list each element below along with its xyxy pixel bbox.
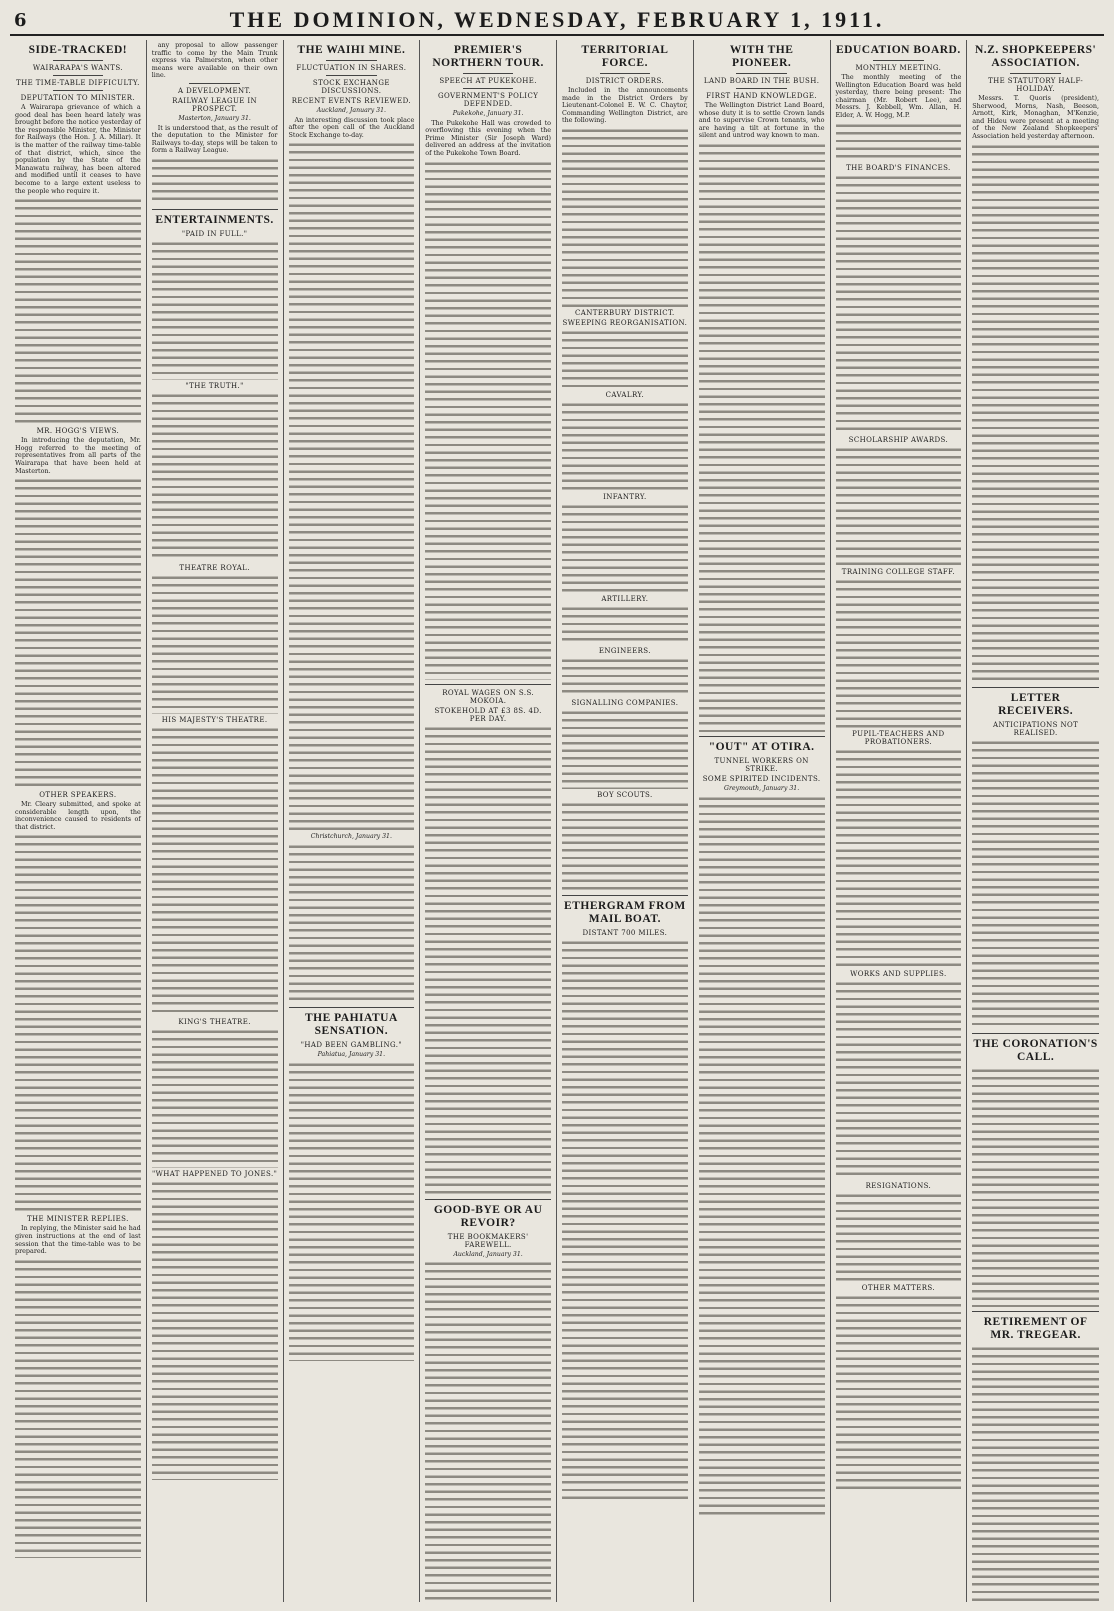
article-headline: THE WAIHI MINE. (297, 44, 406, 56)
article-headline: THE CORONATION'S CALL. (973, 1037, 1098, 1063)
body-text-block (152, 240, 278, 380)
columns (10, 40, 1104, 1602)
divider (972, 1311, 1099, 1312)
article-paragraph: It is understood that, as the result of the deputation to the Minister for Railways to-day, steps will be taken to form a Railway League. (151, 123, 278, 155)
subheading: LAND BOARD IN THE BUSH. (703, 77, 820, 85)
article-headline: WITH THE PIONEER. (729, 44, 794, 69)
subheading: A DEVELOPMENT. (178, 86, 252, 95)
divider (562, 895, 688, 896)
body-text-block (562, 503, 688, 593)
article-headline: SIDE-TRACKED! (28, 44, 128, 56)
subheading: THE MINISTER REPLIES. (26, 1215, 129, 1224)
article-headline: TERRITORIAL FORCE. (581, 44, 669, 69)
article-paragraph: Included in the announcements made in the District Orders by Lieutenant-Colonel E. W. C. Chaytor, Commanding Wellington District, are the following. (562, 86, 688, 125)
page-number: 6 (14, 9, 27, 31)
body-text-block (152, 574, 278, 714)
subheading: ENGINEERS. (598, 646, 651, 655)
subheading: DEPUTATION TO MINISTER. (20, 94, 136, 102)
article-headline: PREMIER'S NORTHERN TOUR. (432, 44, 544, 69)
body-text-block (152, 157, 278, 205)
article-paragraph: In replying, the Minister said he had given instructions at the end of last session that the time-table was to be prepared. (15, 1224, 141, 1256)
body-text-block (562, 939, 688, 1499)
body-text-block (15, 1258, 141, 1558)
subheading: STOKEHOLD AT £3 8S. 4D. PER DAY. (434, 706, 542, 723)
body-text-block (972, 1345, 1099, 1602)
divider (289, 1007, 415, 1008)
body-text-block (425, 160, 551, 680)
subheading: BOY SCOUTS. (597, 790, 653, 799)
body-text-block (562, 127, 688, 307)
body-text-block (836, 578, 962, 728)
column-8 (967, 40, 1104, 1602)
subheading: THE BOARD'S FINANCES. (846, 163, 951, 172)
body-text-block (289, 843, 415, 1003)
article-paragraph: The Wellington District Land Board, whose duty it is to settle Crown lands and to supervise Crown tenants, who are having a tilt at fortune in the silent and untrod way known to man. (698, 101, 825, 140)
subheading: RESIGNATIONS. (865, 1181, 932, 1190)
article-paragraph: An interesting discussion took place after the open call of the Auckland Stock Exchange to-day. (288, 115, 415, 139)
body-text-block (836, 122, 962, 162)
column-5 (557, 40, 694, 1602)
dateline: Auckland, January 31. (453, 1250, 523, 1258)
subheading: THE BOOKMAKERS' FAREWELL. (447, 1232, 529, 1249)
divider (425, 684, 551, 685)
subheading: TUNNEL WORKERS ON STRIKE. (714, 756, 809, 773)
body-text-block (699, 142, 825, 732)
divider (53, 75, 103, 76)
body-text-block (289, 1061, 415, 1361)
body-text-block (699, 795, 825, 1515)
dateline: Christchurch, January 31. (310, 833, 392, 841)
subheading: DISTANT 700 MILES. (582, 928, 668, 937)
body-text-block (562, 605, 688, 645)
column-1 (10, 40, 147, 1602)
subheading: "WHAT HAPPENED TO JONES." (151, 1169, 278, 1178)
subheading: FLUCTUATION IN SHARES. (296, 64, 407, 72)
divider (53, 60, 103, 61)
subheading: ROYAL WAGES ON S.S. MOKOIA. (442, 688, 535, 705)
article-headline: ETHERGRAM FROM MAIL BOAT. (564, 899, 686, 925)
body-text-block (836, 980, 962, 1180)
divider (463, 73, 513, 74)
column-4 (420, 40, 557, 1602)
subheading: FIRST HAND KNOWLEDGE. (706, 92, 817, 100)
body-text-block (562, 709, 688, 789)
body-text-block (562, 801, 688, 891)
body-text-block (836, 1294, 962, 1494)
subheading: INFANTRY. (603, 492, 647, 501)
subheading: HIS MAJESTY'S THEATRE. (161, 715, 268, 724)
article-headline: GOOD-BYE OR AU REVOIR? (433, 1203, 543, 1229)
subheading: SIGNALLING COMPANIES. (571, 698, 679, 707)
divider (972, 687, 1099, 688)
body-text-block (152, 1180, 278, 1480)
subheading: THEATRE ROYAL. (179, 563, 250, 572)
column-2 (147, 40, 284, 1602)
article-paragraph: Mr. Cleary submitted, and spoke at considerable length upon, the inconvenience caused to residents of that district. (15, 800, 141, 831)
dateline: Pukekohe, January 31. (452, 110, 524, 117)
newspaper-title: THE DOMINION, WEDNESDAY, FEBRUARY 1, 1911. (229, 7, 885, 32)
subheading: THE TIME-TABLE DIFFICULTY. (16, 79, 140, 87)
subheading: OTHER MATTERS. (861, 1283, 935, 1292)
divider (736, 73, 786, 74)
body-text-block (425, 1260, 551, 1602)
article-headline: ENTERTAINMENTS. (155, 213, 274, 226)
divider (873, 60, 923, 61)
subheading: CAVALRY. (605, 390, 645, 399)
body-text-block (836, 174, 962, 434)
body-text-block (972, 143, 1099, 683)
subheading: MONTHLY MEETING. (855, 64, 942, 72)
article-headline: RETIREMENT OF MR. TREGEAR. (983, 1315, 1088, 1341)
subheading: STOCK EXCHANGE DISCUSSIONS. (312, 79, 390, 95)
article-paragraph: In introducing the deputation, Mr. Hogg referred to the meeting of representatives from all parts of the Wairarapa that have been held at Masterton. (15, 436, 141, 475)
subheading: SPEECH AT PUKEKOHE. (439, 77, 537, 85)
subheading: KING'S THEATRE. (178, 1017, 251, 1026)
body-text-block (562, 329, 688, 389)
subheading: THE STATUTORY HALF-HOLIDAY. (988, 77, 1084, 93)
article-headline: "OUT" AT OTIRA. (708, 740, 815, 753)
subheading: TRAINING COLLEGE STAFF. (841, 567, 955, 576)
subheading: "HAD BEEN GAMBLING." (300, 1040, 402, 1049)
article-headline: LETTER RECEIVERS. (998, 691, 1074, 717)
article-paragraph: A Wairarapa grievance of which a good deal has been heard lately was brought before the notice yesterday of the responsible Minister, the Minister for Railways (the Hon. J. A. Millar). It is the matter of the railway time-table of that district, which, since the population by the State of the Manawatu railway, has been altered and modified until it ceases to have become to a large extent useless to the people who require it. (15, 103, 141, 195)
divider (53, 90, 103, 91)
divider (699, 736, 825, 737)
column-7 (831, 40, 968, 1602)
subheading: CANTERBURY DISTRICT. (575, 308, 675, 317)
body-text-block (289, 141, 415, 831)
body-text-block (15, 477, 141, 789)
body-text-block (836, 748, 962, 968)
body-text-block (972, 1067, 1099, 1307)
subheading: WAIRARAPA'S WANTS. (32, 64, 123, 72)
body-text-block (425, 725, 551, 1195)
body-text-block (152, 392, 278, 562)
subheading: SWEEPING REORGANISATION. (562, 318, 688, 327)
article-headline: THE PAHIATUA SENSATION. (304, 1011, 398, 1037)
subheading: WORKS AND SUPPLIES. (850, 969, 947, 978)
body-text-block (972, 739, 1099, 1029)
subheading: "PAID IN FULL." (181, 229, 248, 238)
divider (189, 83, 239, 84)
subheading: OTHER SPEAKERS. (39, 791, 117, 800)
article-paragraph: The monthly meeting of the Wellington Education Board was held yesterday, there being present: The chairman (Mr. Robert Lee), and Messrs. J. Kebbell, Wm. Allan, H. Elder, A. W. Hogg, M.P. (835, 73, 962, 119)
article-paragraph: any proposal to allow passenger traffic to come by the Main Trunk express via Palmerston, when other means were available on their own line. (151, 41, 278, 80)
body-text-block (836, 446, 962, 566)
dateline: Pahiatua, January 31. (317, 1050, 386, 1058)
divider (972, 1033, 1099, 1034)
article-paragraph: Messrs. T. Quoris (president), Sherwood, Morns, Nash, Beeson, Arnott, Kirk, Monaghan, M'Kenzie, and Hideu were present at a meeting of the New Zealand Shopkeepers' Association held yesterday afternoon. (972, 94, 1099, 140)
dateline: Auckland, January 31. (316, 107, 387, 114)
article-headline: N.Z. SHOPKEEPERS' ASSOCIATION. (974, 44, 1097, 69)
divider (463, 88, 513, 89)
divider (600, 73, 650, 74)
body-text-block (152, 726, 278, 1016)
column-3 (284, 40, 421, 1602)
divider (736, 88, 786, 89)
subheading: "THE TRUTH." (185, 381, 244, 390)
subheading: DISTRICT ORDERS. (585, 77, 665, 85)
dateline: Masterton, January 31. (178, 114, 251, 122)
body-text-block (15, 197, 141, 425)
body-text-block (152, 1028, 278, 1168)
subheading: PUPIL-TEACHERS AND PROBATIONERS. (852, 729, 945, 746)
subheading: ANTICIPATIONS NOT REALISED. (993, 720, 1079, 737)
column-6 (694, 40, 831, 1602)
subheading: SCHOLARSHIP AWARDS. (848, 435, 949, 444)
divider (1010, 73, 1061, 74)
divider (326, 75, 376, 76)
subheading: RAILWAY LEAGUE IN PROSPECT. (172, 96, 258, 113)
divider (425, 1199, 551, 1200)
article-paragraph: The Pukekohe Hall was crowded to overflowing this evening when the Prime Minister (Sir Joseph Ward) delivered an address at the invitation of the Pukekohe Town Board. (425, 118, 551, 157)
dateline: Greymouth, January 31. (724, 784, 800, 792)
subheading: ARTILLERY. (601, 594, 649, 603)
divider (152, 209, 278, 210)
subheading: SOME SPIRITED INCIDENTS. (702, 774, 821, 783)
subheading: RECENT EVENTS REVIEWED. (291, 97, 412, 105)
body-text-block (562, 657, 688, 697)
subheading: GOVERNMENT'S POLICY DEFENDED. (438, 92, 539, 108)
body-text-block (562, 401, 688, 491)
masthead (10, 8, 1104, 36)
body-text-block (15, 833, 141, 1213)
subheading: MR. HOGG'S VIEWS. (36, 427, 120, 436)
body-text-block (836, 1192, 962, 1282)
article-headline: EDUCATION BOARD. (836, 44, 961, 56)
divider (326, 60, 376, 61)
